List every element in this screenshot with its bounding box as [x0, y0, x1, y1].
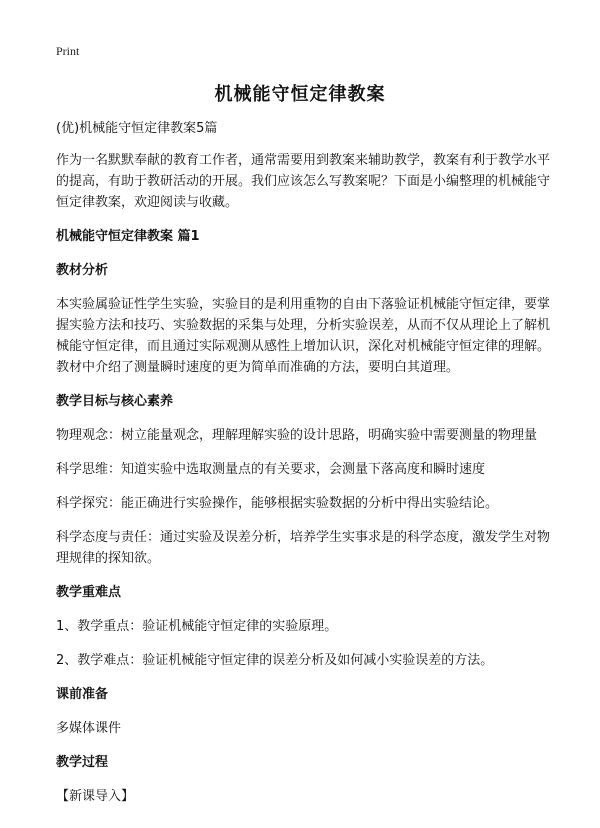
process-heading: 教学过程: [56, 755, 109, 770]
document-subtitle: (优)机械能守恒定律教案5篇: [56, 121, 218, 136]
section-title: 机械能守恒定律教案 篇1: [56, 229, 200, 244]
print-label: Print: [56, 44, 80, 58]
keypoint-focus: 1、教学重点：验证机械能守恒定律的实验原理。: [56, 619, 338, 634]
textbook-heading: 教材分析: [56, 263, 109, 278]
intro-paragraph: 作为一名默默奉献的教育工作者，通常需要用到教案来辅助教学，教案有利于教学水平的提高，有助于教研活动的开展。我们应该怎么写教案呢？下面是小编整理的机械能守恒定律教案，欢迎阅读与收藏。: [56, 153, 551, 210]
document-body: [56, 118, 556, 818]
goals-heading: 教学目标与核心素养: [56, 394, 174, 409]
goal-scientific-attitude: 科学态度与责任：通过实验及误差分析，培养学生实事求是的科学态度，激发学生对物理规律的探知欲。: [56, 530, 551, 566]
keypoints-heading: 教学重难点: [56, 585, 122, 600]
goal-physics-concept: 物理观念：树立能量观念，理解理解实验的设计思路，明确实验中需要测量的物理量: [56, 428, 538, 443]
process-first-step: 【新课导入】: [56, 789, 135, 804]
goal-scientific-inquiry: 科学探究：能正确进行实验操作，能够根据实验数据的分析中得出实验结论。: [56, 496, 499, 511]
prep-heading: 课前准备: [56, 687, 109, 702]
document-title: 机械能守恒定律教案: [214, 84, 386, 105]
goal-scientific-thinking: 科学思维：知道实验中选取测量点的有关要求，会测量下落高度和瞬时速度: [56, 462, 486, 477]
textbook-paragraph: 本实验属验证性学生实验，实验目的是利用重物的自由下落验证机械能守恒定律，要掌握实验方法和技巧、实验数据的采集与处理，分析实验误差，从而不仅从理论上了解机械能守恒定律，而且通过实际观测从感性上增加认识，深化对机械能守恒定律的理解。教材中介绍了测量瞬时速度的更为简单而准确的方法，要明白其道理。: [56, 297, 551, 375]
prep-text: 多媒体课件: [56, 721, 122, 736]
keypoint-difficulty: 2、教学难点：验证机械能守恒定律的误差分析及如何减小实验误差的方法。: [56, 653, 494, 668]
